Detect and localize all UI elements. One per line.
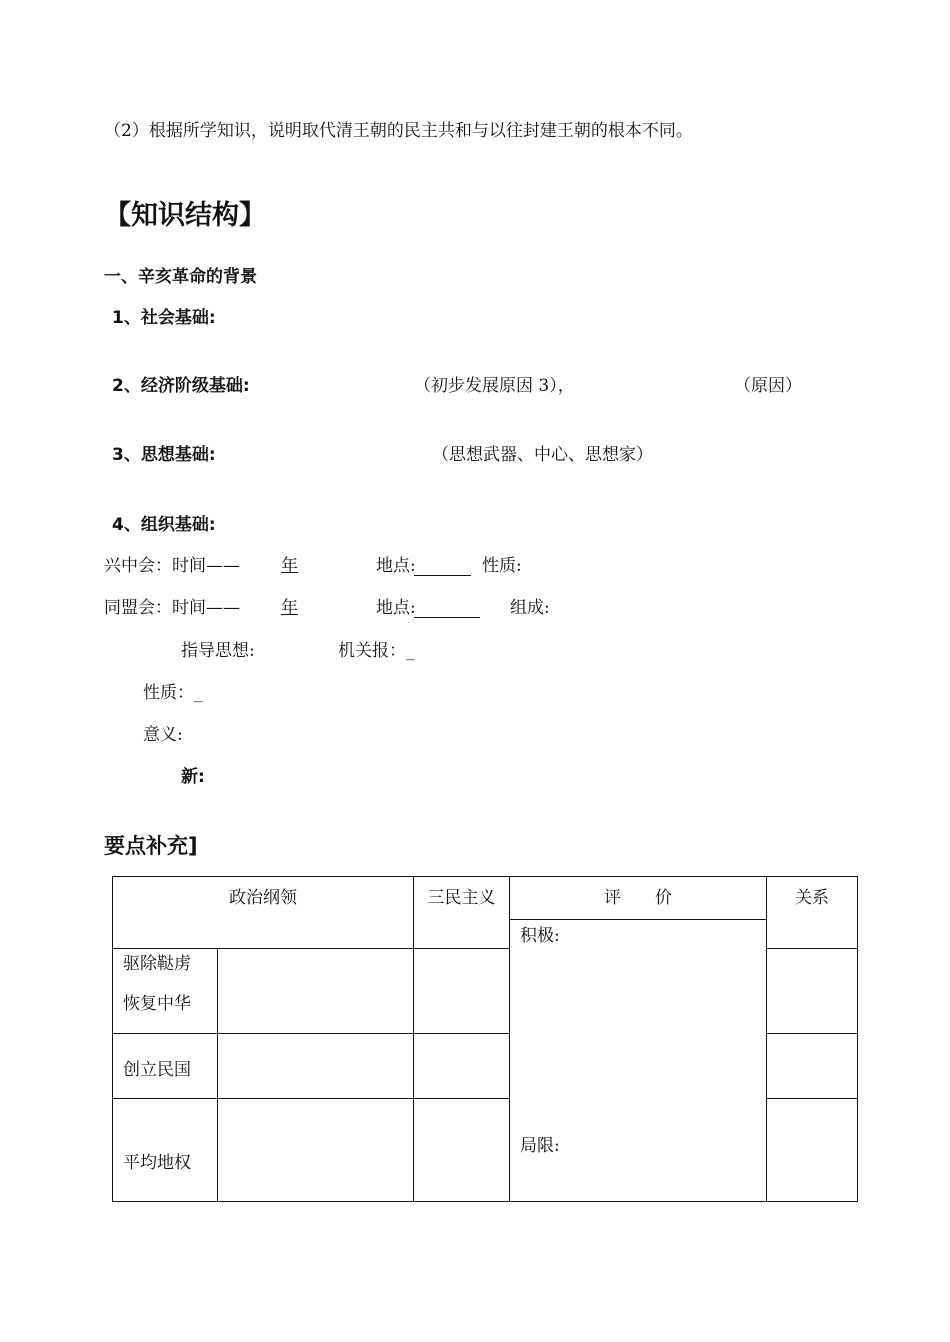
xingzhonghui-time-label: 兴中会：时间—— bbox=[104, 556, 240, 576]
tongmenghui-time-label: 同盟会：时间—— bbox=[104, 598, 240, 618]
section-background-title: 一、辛亥革命的背景 bbox=[104, 267, 257, 287]
header-political-program-label: 政治纲领 bbox=[229, 888, 297, 908]
tongmenghui-significance-label: 意义: bbox=[143, 725, 183, 745]
header-three-principles-label: 三民主义 bbox=[427, 888, 496, 908]
ideological-basis-label: 3、思想基础: bbox=[112, 445, 216, 465]
economic-basis-label: 2、经济阶级基础: bbox=[112, 376, 250, 396]
header-evaluation bbox=[510, 877, 767, 920]
economic-basis-note-1: （初步发展原因 3）， bbox=[414, 376, 575, 396]
supplement-title: 要点补充] bbox=[104, 834, 198, 858]
header-relation bbox=[767, 877, 858, 949]
row-2-relation-blank bbox=[767, 1034, 858, 1099]
xingzhonghui-nature-label: 性质: bbox=[482, 556, 522, 576]
evaluation-cell bbox=[510, 920, 767, 1202]
header-three-principles bbox=[414, 877, 510, 949]
social-basis-label: 1、社会基础: bbox=[112, 308, 216, 328]
tongmenghui-place-label: 地点: bbox=[376, 598, 416, 618]
tongmenghui-new-label: 新: bbox=[181, 767, 205, 787]
row-land-label-cell bbox=[113, 1099, 218, 1202]
row-2-program-blank bbox=[218, 1034, 414, 1099]
tongmenghui-place-blank bbox=[414, 617, 480, 618]
evaluation-limitation-label: 局限: bbox=[520, 1136, 560, 1156]
evaluation-positive-label: 积极: bbox=[520, 926, 560, 946]
tongmenghui-nature-label: 性质：_ bbox=[143, 683, 203, 703]
header-relation-label: 关系 bbox=[795, 888, 829, 908]
row-republic-label-cell bbox=[113, 1034, 218, 1099]
tongmenghui-paper-label: 机关报：_ bbox=[338, 641, 415, 661]
row-expel-label: 驱除鞑虏 bbox=[123, 954, 191, 974]
xingzhonghui-place-blank bbox=[414, 575, 471, 576]
header-evaluation-label: 评 价 bbox=[604, 888, 672, 908]
xingzhonghui-place-label: 地点: bbox=[376, 556, 416, 576]
row-expel-label-cell bbox=[113, 949, 218, 1034]
row-restore-label: 恢复中华 bbox=[123, 994, 191, 1014]
tongmenghui-composition-label: 组成: bbox=[510, 598, 550, 618]
row-1-sanmin-blank bbox=[414, 949, 510, 1034]
row-3-sanmin-blank bbox=[414, 1099, 510, 1202]
xingzhonghui-year: 年 bbox=[281, 556, 298, 576]
row-2-sanmin-blank bbox=[414, 1034, 510, 1099]
row-3-program-blank bbox=[218, 1099, 414, 1202]
row-1-relation-blank bbox=[767, 949, 858, 1034]
supplement-table bbox=[112, 876, 858, 1202]
economic-basis-note-2: （原因） bbox=[734, 376, 802, 396]
row-1-program-blank bbox=[218, 949, 414, 1034]
tongmenghui-guiding-label: 指导思想: bbox=[181, 641, 255, 661]
row-3-relation-blank bbox=[767, 1099, 858, 1202]
question-2: （2）根据所学知识，说明取代清王朝的民主共和与以往封建王朝的根本不同。 bbox=[104, 121, 693, 141]
header-political-program bbox=[113, 877, 414, 949]
knowledge-structure-heading: 【知识结构】 bbox=[104, 200, 266, 231]
ideological-basis-note: （思想武器、中心、思想家） bbox=[432, 445, 653, 465]
organizational-basis-label: 4、组织基础: bbox=[112, 515, 216, 535]
row-land-label: 平均地权 bbox=[123, 1153, 191, 1173]
tongmenghui-year: 年 bbox=[281, 598, 298, 618]
row-republic-label: 创立民国 bbox=[123, 1060, 191, 1080]
